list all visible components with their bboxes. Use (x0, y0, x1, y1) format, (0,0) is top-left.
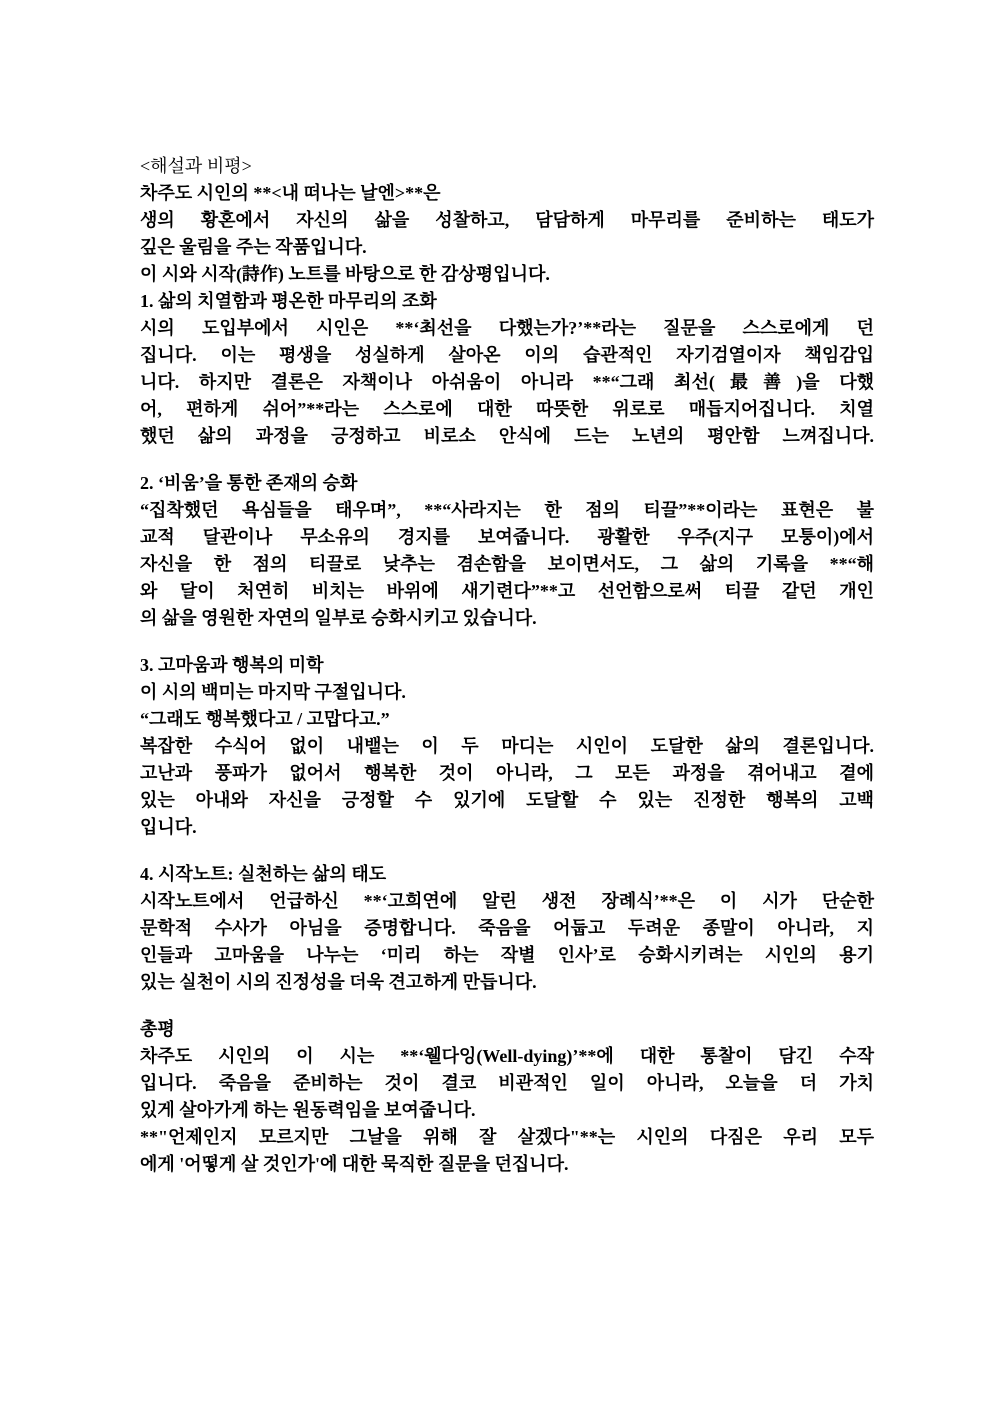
text-line: 니다. 하지만 결론은 자책이나 아쉬움이 아니라 **“그래 최선(最善)을 다했 (140, 372, 874, 392)
blank-line (140, 996, 874, 1016)
blank-line (140, 841, 874, 861)
text-line: 생의 황혼에서 자신의 삶을 성찰하고, 담담하게 마무리를 준비하는 태도가 (140, 210, 874, 230)
text-line: 복잡한 수식어 없이 내뱉는 이 두 마디는 시인이 도달한 삶의 결론입니다. (140, 736, 874, 756)
document-body (140, 153, 874, 1178)
blank-line (140, 632, 874, 652)
text-line: 이 시와 시작(詩作) 노트를 바탕으로 한 감상평입니다. (140, 264, 550, 284)
blank-line (140, 450, 874, 470)
text-line: 있는 아내와 자신을 긍정할 수 있기에 도달할 수 있는 진정한 행복의 고백 (140, 790, 874, 810)
text-line: 문학적 수사가 아님을 증명합니다. 죽음을 어둡고 두려운 종말이 아니라, 지 (140, 918, 874, 938)
text-line: 인들과 고마움을 나누는 ‘미리 하는 작별 인사’로 승화시키려는 시인의 용기 (140, 945, 874, 965)
text-line: 있는 실천이 시의 진정성을 더욱 견고하게 만듭니다. (140, 972, 537, 992)
text-line: 집니다. 이는 평생을 성실하게 살아온 이의 습관적인 자기검열이자 책임감입 (140, 345, 874, 365)
text-line: 자신을 한 점의 티끌로 낮추는 겸손함을 보이면서도, 그 삶의 기록을 **“해 (140, 554, 874, 574)
text-line: 어, 편하게 쉬어”**라는 스스로에 대한 따뜻한 위로로 매듭지어집니다. 치열 (140, 399, 874, 419)
text-line: 에게 '어떻게 살 것인가'에 대한 묵직한 질문을 던집니다. (140, 1154, 569, 1174)
text-line: 의 삶을 영원한 자연의 일부로 승화시키고 있습니다. (140, 608, 537, 628)
text-line: 시의 도입부에서 시인은 **‘최선을 다했는가?’**라는 질문을 스스로에게 던 (140, 318, 874, 338)
section-heading: 총평 (140, 1019, 175, 1039)
section-heading: 2. ‘비움’을 통한 존재의 승화 (140, 473, 358, 493)
text-line: 와 달이 처연히 비치는 바위에 새기련다”**고 선언함으로써 티끌 같던 개인 (140, 581, 874, 601)
section-heading: 1. 삶의 치열함과 평온한 마무리의 조화 (140, 291, 437, 311)
text-line: 차주도 시인의 **<내 떠나는 날엔>**은 (140, 183, 441, 203)
text-line: 있게 살아가게 하는 원동력임을 보여줍니다. (140, 1100, 476, 1120)
section-heading: 3. 고마움과 행복의 미학 (140, 655, 324, 675)
text-line: 깊은 울림을 주는 작품입니다. (140, 237, 367, 257)
text-line: 입니다. (140, 817, 197, 837)
text-line: 했던 삶의 과정을 긍정하고 비로소 안식에 드는 노년의 평안함 느껴집니다. (140, 426, 874, 446)
document-title: <해설과 비평> (140, 156, 252, 176)
text-line: 교적 달관이나 무소유의 경지를 보여줍니다. 광활한 우주(지구 모퉁이)에서 (140, 527, 874, 547)
text-line: **"언제인지 모르지만 그날을 위해 잘 살겠다"**는 시인의 다짐은 우리 모두 (140, 1127, 874, 1147)
text-line: “집착했던 욕심들을 태우며”, **“사라지는 한 점의 티끌”**이라는 표현은 불 (140, 500, 874, 520)
text-line: “그래도 행복했다고 / 고맙다고.” (140, 709, 390, 729)
text-line: 차주도 시인의 이 시는 **‘웰다잉(Well-dying)’**에 대한 통찰이 담긴 수작 (140, 1046, 874, 1066)
text-line: 고난과 풍파가 없어서 행복한 것이 아니라, 그 모든 과정을 겪어내고 곁에 (140, 763, 874, 783)
text-line: 시작노트에서 언급하신 **‘고희연에 알린 생전 장례식’**은 이 시가 단순한 (140, 891, 874, 911)
section-heading: 4. 시작노트: 실천하는 삶의 태도 (140, 864, 387, 884)
text-line: 입니다. 죽음을 준비하는 것이 결코 비관적인 일이 아니라, 오늘을 더 가치 (140, 1073, 874, 1093)
text-line: 이 시의 백미는 마지막 구절입니다. (140, 682, 406, 702)
